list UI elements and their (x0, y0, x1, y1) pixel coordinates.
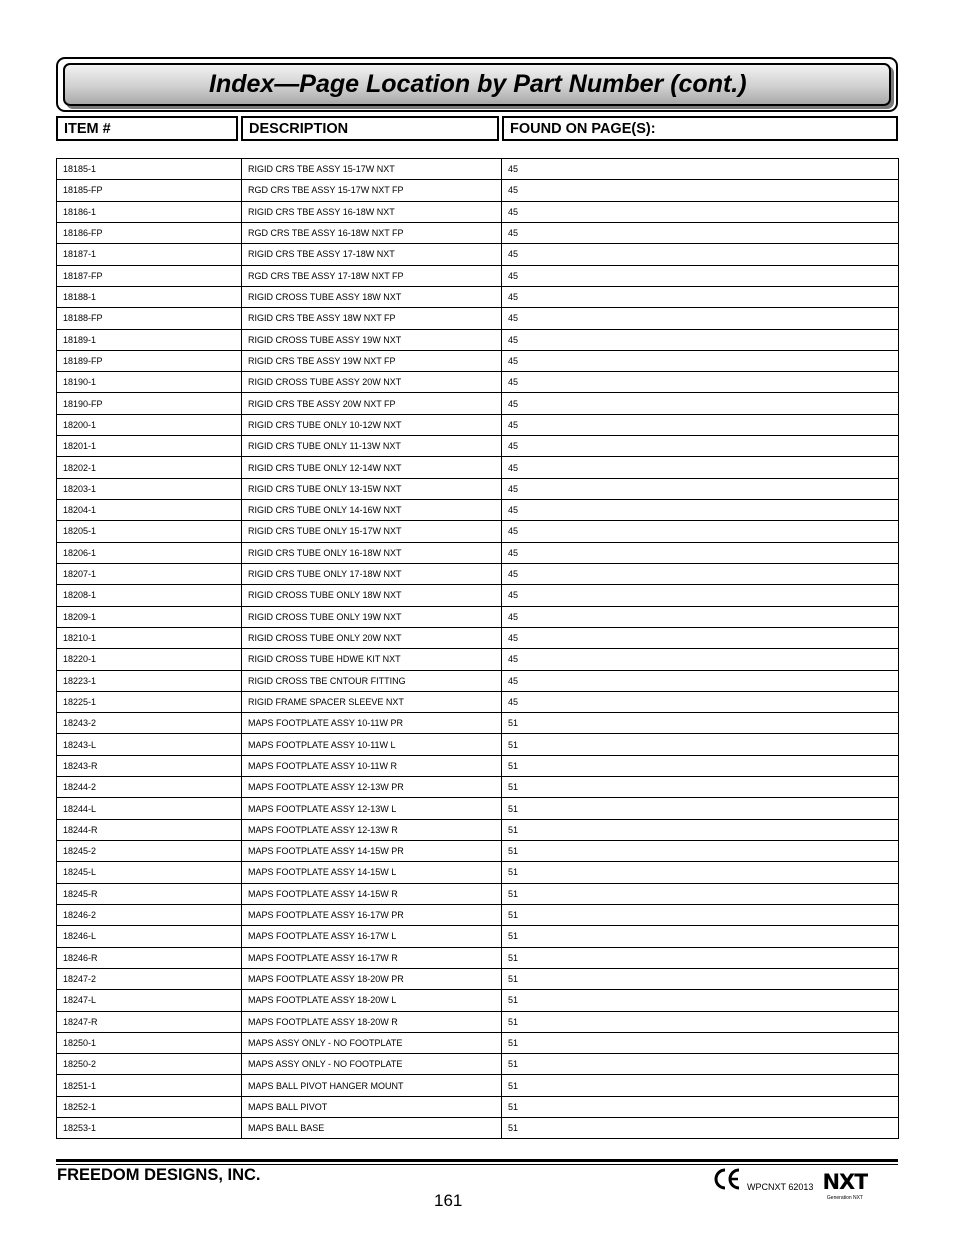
table-row (57, 926, 899, 947)
description-cell: MAPS ASSY ONLY - NO FOOTPLATE (242, 1032, 502, 1053)
page-cell: 51 (502, 1011, 899, 1032)
table-row (57, 627, 899, 648)
item-number-cell: 18209-1 (57, 606, 242, 627)
page-cell: 45 (502, 606, 899, 627)
description-cell: RIGID FRAME SPACER SLEEVE NXT (242, 691, 502, 712)
item-number-cell: 18245-L (57, 862, 242, 883)
item-number-cell: 18245-2 (57, 841, 242, 862)
table-row (57, 862, 899, 883)
item-number-cell: 18250-2 (57, 1054, 242, 1075)
page-cell: 45 (502, 563, 899, 584)
table-row (57, 990, 899, 1011)
table-row (57, 308, 899, 329)
footer-rule-thin (56, 1164, 898, 1165)
description-cell: RIGID CRS TUBE ONLY 14-16W NXT (242, 500, 502, 521)
description-cell: MAPS FOOTPLATE ASSY 12-13W PR (242, 777, 502, 798)
table-row (57, 414, 899, 435)
page-cell: 45 (502, 393, 899, 414)
item-number-cell: 18223-1 (57, 670, 242, 691)
item-number-cell: 18201-1 (57, 436, 242, 457)
page-cell: 45 (502, 691, 899, 712)
footer-rule-thick (56, 1159, 898, 1162)
description-cell: MAPS FOOTPLATE ASSY 10-11W R (242, 755, 502, 776)
item-number-cell: 18243-R (57, 755, 242, 776)
description-cell: MAPS ASSY ONLY - NO FOOTPLATE (242, 1054, 502, 1075)
table-row (57, 798, 899, 819)
description-cell: RIGID CRS TUBE ONLY 13-15W NXT (242, 478, 502, 499)
item-number-cell: 18244-R (57, 819, 242, 840)
description-cell: MAPS FOOTPLATE ASSY 10-11W L (242, 734, 502, 755)
table-row (57, 734, 899, 755)
table-row (57, 904, 899, 925)
page-cell: 51 (502, 1054, 899, 1075)
table-row (57, 777, 899, 798)
description-cell: RIGID CROSS TUBE ASSY 19W NXT (242, 329, 502, 350)
page-cell: 51 (502, 883, 899, 904)
page-cell: 51 (502, 734, 899, 755)
item-number-cell: 18203-1 (57, 478, 242, 499)
item-number-cell: 18185-FP (57, 180, 242, 201)
page-cell: 51 (502, 798, 899, 819)
page-cell: 45 (502, 521, 899, 542)
item-number-cell: 18246-R (57, 947, 242, 968)
description-cell: MAPS FOOTPLATE ASSY 16-17W L (242, 926, 502, 947)
description-cell: RIGID CRS TUBE ONLY 11-13W NXT (242, 436, 502, 457)
table-row (57, 286, 899, 307)
description-cell: RIGID CROSS TUBE ONLY 20W NXT (242, 627, 502, 648)
description-cell: RIGID CRS TUBE ONLY 12-14W NXT (242, 457, 502, 478)
page-cell: 45 (502, 436, 899, 457)
item-number-cell: 18189-FP (57, 350, 242, 371)
page-cell: 45 (502, 457, 899, 478)
page-cell: 51 (502, 947, 899, 968)
page-cell: 45 (502, 372, 899, 393)
column-header-row (56, 116, 898, 141)
item-number-cell: 18188-1 (57, 286, 242, 307)
table-row (57, 350, 899, 371)
table-row (57, 755, 899, 776)
page-cell: 45 (502, 180, 899, 201)
page-cell: 51 (502, 1118, 899, 1139)
page-cell: 45 (502, 627, 899, 648)
item-number-cell: 18187-1 (57, 244, 242, 265)
page-cell: 51 (502, 755, 899, 776)
ce-mark-icon (714, 1168, 742, 1190)
item-number-cell: 18189-1 (57, 329, 242, 350)
item-number-cell: 18250-1 (57, 1032, 242, 1053)
item-number-cell: 18251-1 (57, 1075, 242, 1096)
table-row (57, 691, 899, 712)
table-row (57, 819, 899, 840)
table-row (57, 585, 899, 606)
table-row (57, 159, 899, 180)
description-cell: RIGID CROSS TUBE ASSY 20W NXT (242, 372, 502, 393)
item-number-cell: 18210-1 (57, 627, 242, 648)
page-cell: 45 (502, 414, 899, 435)
page-cell: 45 (502, 329, 899, 350)
page-cell: 51 (502, 1075, 899, 1096)
page-cell: 45 (502, 244, 899, 265)
description-cell: MAPS FOOTPLATE ASSY 12-13W L (242, 798, 502, 819)
table-row (57, 329, 899, 350)
description-cell: RGD CRS TBE ASSY 16-18W NXT FP (242, 222, 502, 243)
item-number-cell: 18188-FP (57, 308, 242, 329)
description-cell: MAPS FOOTPLATE ASSY 12-13W R (242, 819, 502, 840)
page-cell: 51 (502, 1032, 899, 1053)
page-cell: 51 (502, 841, 899, 862)
description-cell: RIGID CRS TBE ASSY 15-17W NXT (242, 159, 502, 180)
item-number-cell: 18200-1 (57, 414, 242, 435)
page-number: 161 (434, 1191, 463, 1210)
description-cell: MAPS FOOTPLATE ASSY 16-17W PR (242, 904, 502, 925)
description-cell: MAPS BALL PIVOT HANGER MOUNT (242, 1075, 502, 1096)
title-banner (56, 57, 898, 112)
table-row (57, 436, 899, 457)
table-row (57, 670, 899, 691)
table-row (57, 968, 899, 989)
item-number-cell: 18208-1 (57, 585, 242, 606)
item-number-cell: 18204-1 (57, 500, 242, 521)
table-row (57, 1054, 899, 1075)
table-row (57, 393, 899, 414)
description-cell: RGD CRS TBE ASSY 17-18W NXT FP (242, 265, 502, 286)
page-title: Index—Page Location by Part Number (cont.) (209, 70, 747, 98)
description-cell: RIGID CROSS TUBE HDWE KIT NXT (242, 649, 502, 670)
logo-text: NXT (822, 1170, 868, 1194)
description-cell: RIGID CRS TBE ASSY 18W NXT FP (242, 308, 502, 329)
table-row (57, 1075, 899, 1096)
page-cell: 51 (502, 862, 899, 883)
description-cell: MAPS BALL PIVOT (242, 1096, 502, 1117)
item-number-cell: 18252-1 (57, 1096, 242, 1117)
description-cell: RIGID CRS TUBE ONLY 15-17W NXT (242, 521, 502, 542)
item-number-cell: 18220-1 (57, 649, 242, 670)
item-number-cell: 18245-R (57, 883, 242, 904)
table-row (57, 372, 899, 393)
item-number-cell: 18253-1 (57, 1118, 242, 1139)
item-number-cell: 18243-2 (57, 713, 242, 734)
parts-index-body (57, 159, 899, 1139)
page-cell: 45 (502, 500, 899, 521)
item-number-cell: 18207-1 (57, 563, 242, 584)
table-row (57, 1032, 899, 1053)
page-cell: 45 (502, 286, 899, 307)
table-row (57, 222, 899, 243)
table-row (57, 713, 899, 734)
table-row (57, 521, 899, 542)
page-cell: 51 (502, 713, 899, 734)
nxt-logo-icon (822, 1169, 868, 1201)
description-cell: RIGID CRS TBE ASSY 19W NXT FP (242, 350, 502, 371)
item-number-cell: 18244-L (57, 798, 242, 819)
description-cell: MAPS FOOTPLATE ASSY 14-15W R (242, 883, 502, 904)
description-cell: RIGID CROSS TUBE ASSY 18W NXT (242, 286, 502, 307)
item-number-cell: 18243-L (57, 734, 242, 755)
item-number-cell: 18247-2 (57, 968, 242, 989)
table-row (57, 201, 899, 222)
page-cell: 51 (502, 968, 899, 989)
table-row (57, 265, 899, 286)
page-cell: 45 (502, 222, 899, 243)
table-row (57, 244, 899, 265)
table-row (57, 1118, 899, 1139)
table-row (57, 180, 899, 201)
logo-subtext: Generation NXT (826, 1195, 864, 1201)
parts-index-table (56, 158, 899, 1139)
item-number-cell: 18186-FP (57, 222, 242, 243)
page-cell: 51 (502, 926, 899, 947)
description-cell: RIGID CROSS TUBE ONLY 19W NXT (242, 606, 502, 627)
description-cell: MAPS FOOTPLATE ASSY 14-15W L (242, 862, 502, 883)
page-cell: 45 (502, 478, 899, 499)
page-cell: 45 (502, 159, 899, 180)
description-cell: MAPS FOOTPLATE ASSY 18-20W L (242, 990, 502, 1011)
document-code: WPCNXT 62013 (747, 1182, 814, 1192)
page-cell: 45 (502, 265, 899, 286)
description-cell: RIGID CRS TBE ASSY 20W NXT FP (242, 393, 502, 414)
description-cell: RIGID CROSS TUBE ONLY 18W NXT (242, 585, 502, 606)
table-row (57, 841, 899, 862)
item-number-cell: 18187-FP (57, 265, 242, 286)
page-cell: 51 (502, 904, 899, 925)
table-row (57, 649, 899, 670)
item-number-cell: 18246-2 (57, 904, 242, 925)
page-cell: 45 (502, 542, 899, 563)
item-number-cell: 18244-2 (57, 777, 242, 798)
description-cell: RGD CRS TBE ASSY 15-17W NXT FP (242, 180, 502, 201)
page-cell: 51 (502, 819, 899, 840)
description-cell: RIGID CRS TUBE ONLY 10-12W NXT (242, 414, 502, 435)
description-cell: RIGID CRS TBE ASSY 16-18W NXT (242, 201, 502, 222)
item-number-cell: 18246-L (57, 926, 242, 947)
item-number-cell: 18186-1 (57, 201, 242, 222)
item-number-cell: 18190-1 (57, 372, 242, 393)
description-cell: RIGID CRS TUBE ONLY 16-18W NXT (242, 542, 502, 563)
company-name: FREEDOM DESIGNS, INC. (57, 1166, 261, 1184)
description-cell: RIGID CRS TUBE ONLY 17-18W NXT (242, 563, 502, 584)
table-row (57, 947, 899, 968)
description-cell: MAPS FOOTPLATE ASSY 18-20W PR (242, 968, 502, 989)
description-cell: MAPS BALL BASE (242, 1118, 502, 1139)
page-cell: 51 (502, 1096, 899, 1117)
description-cell: MAPS FOOTPLATE ASSY 16-17W R (242, 947, 502, 968)
description-cell: RIGID CROSS TBE CNTOUR FITTING (242, 670, 502, 691)
item-number-cell: 18247-L (57, 990, 242, 1011)
table-row (57, 1011, 899, 1032)
page-cell: 45 (502, 670, 899, 691)
table-row (57, 478, 899, 499)
column-header-item: ITEM # (56, 116, 238, 141)
page-cell: 45 (502, 649, 899, 670)
table-row (57, 883, 899, 904)
item-number-cell: 18185-1 (57, 159, 242, 180)
table-row (57, 457, 899, 478)
page-cell: 45 (502, 585, 899, 606)
page-cell: 51 (502, 777, 899, 798)
description-cell: RIGID CRS TBE ASSY 17-18W NXT (242, 244, 502, 265)
page-cell: 45 (502, 308, 899, 329)
item-number-cell: 18247-R (57, 1011, 242, 1032)
description-cell: MAPS FOOTPLATE ASSY 10-11W PR (242, 713, 502, 734)
page-cell: 45 (502, 350, 899, 371)
table-row (57, 606, 899, 627)
column-header-pages: FOUND ON PAGE(S): (502, 116, 898, 141)
table-row (57, 542, 899, 563)
column-header-description: DESCRIPTION (241, 116, 499, 141)
item-number-cell: 18202-1 (57, 457, 242, 478)
table-row (57, 1096, 899, 1117)
description-cell: MAPS FOOTPLATE ASSY 18-20W R (242, 1011, 502, 1032)
table-row (57, 563, 899, 584)
item-number-cell: 18206-1 (57, 542, 242, 563)
table-row (57, 500, 899, 521)
item-number-cell: 18225-1 (57, 691, 242, 712)
item-number-cell: 18190-FP (57, 393, 242, 414)
description-cell: MAPS FOOTPLATE ASSY 14-15W PR (242, 841, 502, 862)
page-cell: 51 (502, 990, 899, 1011)
item-number-cell: 18205-1 (57, 521, 242, 542)
page-cell: 45 (502, 201, 899, 222)
